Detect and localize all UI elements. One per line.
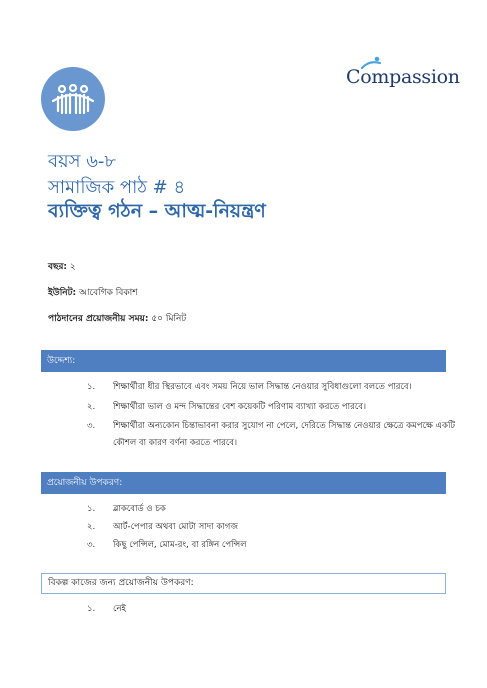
lesson-title: ব্যক্তিত্ব গঠন – আত্ম-নিয়ন্ত্রণ (48, 200, 266, 222)
age-range: বয়স ৬-৮ (48, 151, 117, 172)
year-label: বছর: (48, 262, 68, 272)
children-logo (41, 67, 105, 131)
children-group-icon (41, 67, 105, 131)
time-value: ৫০ মিনিট (148, 314, 187, 324)
materials-heading: প্রয়োজনীয় উপকরণ: (41, 472, 446, 494)
objectives-heading: উদ্দেশ্য: (41, 350, 446, 372)
time-label: পাঠদানের প্রয়োজনীয় সময়: (48, 314, 149, 324)
brand-name: Compassion (346, 66, 460, 88)
compassion-logo (346, 56, 460, 94)
unit-label: ইউনিট: (48, 288, 77, 298)
unit-line (48, 285, 138, 300)
alt-materials-heading: বিকল্প কাজের জন্য প্রয়োজনীয় উপকরণ: (41, 573, 446, 594)
year-value: ২ (67, 262, 76, 272)
unit-value: আবেগিক বিকাশ (76, 288, 138, 298)
time-line (48, 311, 186, 326)
lesson-number: সামাজিক পাঠ # ৪ (48, 177, 186, 198)
year-line (48, 259, 76, 274)
